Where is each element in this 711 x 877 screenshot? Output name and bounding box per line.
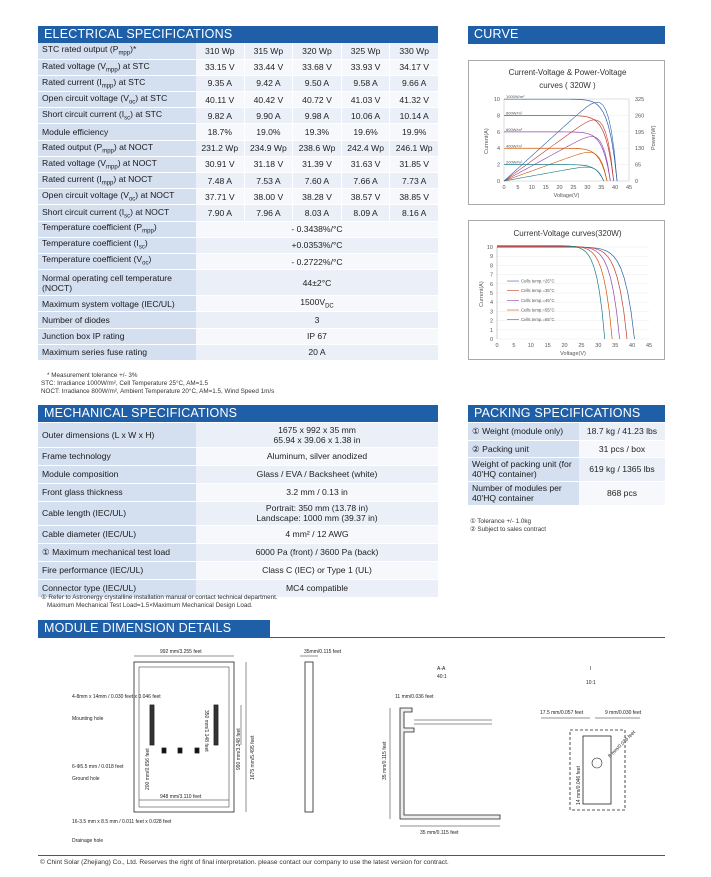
note-stc: STC: Irradiance 1000W/m², Cell Temperature 25°C, AM=1.5	[41, 380, 209, 387]
packing-row	[468, 457, 665, 481]
row-label: Number of modules per 40'HQ container	[468, 481, 579, 505]
row-value: Glass / EVA / Backsheet (white)	[196, 465, 438, 483]
electrical-row	[38, 296, 438, 312]
mechanical-row	[38, 561, 438, 579]
row-value: 34.17 V	[390, 59, 438, 75]
row-value: MC4 compatible	[196, 579, 438, 597]
y-tick: 8	[496, 113, 500, 120]
row-label: ① Maximum mechanical test load	[38, 543, 196, 561]
electrical-row	[38, 205, 438, 221]
dim-length: 1675 mm/5.495 feet	[250, 735, 256, 780]
x-tick: 20	[561, 343, 568, 349]
row-value: 38.57 V	[341, 189, 390, 205]
row-value: 31 pcs / box	[579, 440, 665, 457]
x-tick: 45	[625, 185, 633, 191]
note-refer: ① Refer to Astronergy crystalline installation manual or contact technical department.	[41, 594, 278, 601]
dim-d4: 8 mm/0.026 feet	[607, 729, 637, 760]
electrical-row	[38, 124, 438, 140]
mechanical-row	[38, 543, 438, 561]
y-tick: 10	[493, 97, 500, 103]
y2-tick: 0	[635, 179, 639, 185]
row-value: 234.9 Wp	[244, 140, 293, 156]
dim-ground-caption: Ground hole	[72, 776, 100, 782]
iv-series-line	[497, 246, 620, 339]
curve-header: CURVE	[468, 26, 665, 43]
x-axis-label: Voltage(V)	[553, 193, 580, 199]
note-sales-contract: ② Subject to sales contract	[470, 526, 546, 533]
y-tick: 10	[486, 245, 493, 251]
plot-area	[504, 99, 629, 181]
row-value: 19.0%	[244, 124, 293, 140]
row-value: 41.03 V	[341, 92, 390, 108]
x-tick: 0	[502, 185, 506, 191]
x-tick: 40	[612, 185, 619, 191]
row-value: 315 Wp	[244, 43, 293, 59]
x-tick: 10	[528, 185, 535, 191]
row-value: Portrait: 350 mm (13.78 in) Landscape: 1000 mm (39.37 in)	[196, 501, 438, 525]
row-label: Frame technology	[38, 447, 196, 465]
electrical-row	[38, 221, 438, 237]
y2-tick: 130	[635, 146, 645, 153]
row-value: 8.16 A	[390, 205, 438, 221]
row-value: 40.72 V	[293, 92, 342, 108]
note-noct: NOCT: Irradiance 800W/m², Ambient Temperature 20°C, AM=1.5, Wind Speed 1m/s	[41, 388, 275, 395]
y-tick: 1	[489, 327, 493, 334]
row-value: 18.7 kg / 41.23 lbs	[579, 423, 665, 440]
row-value: 242.4 Wp	[341, 140, 390, 156]
row-label: Front glass thickness	[38, 483, 196, 501]
dim-drain: 16-3.5 mm x 8.5 mm / 0.011 feet x 0.028 feet	[72, 819, 172, 825]
y-axis-label: Current(A)	[484, 128, 490, 154]
series-label: 200W/m²	[506, 159, 523, 165]
electrical-row	[38, 140, 438, 156]
series-label: 600W/m²	[506, 126, 523, 132]
iv-series-line	[504, 132, 610, 181]
packing-row	[468, 440, 665, 457]
y-tick: 4	[489, 300, 493, 307]
mechanical-row	[38, 525, 438, 543]
electrical-row	[38, 270, 438, 296]
dim-drain-caption: Drainage hole	[72, 838, 104, 844]
y-tick: 0	[489, 337, 493, 343]
x-tick: 15	[544, 343, 551, 349]
row-label: Connector type (IEC/UL)	[38, 579, 196, 597]
dim-d2: 9 mm/0.030 feet	[605, 710, 642, 716]
row-label: Weight of packing unit (for 40'HQ container)	[468, 457, 579, 481]
row-value: 31.18 V	[244, 156, 293, 172]
row-label: Cable length (IEC/UL)	[38, 501, 196, 525]
dim-detail-scale: 10:1	[586, 680, 596, 686]
electrical-row	[38, 43, 438, 59]
row-value: 320 Wp	[293, 43, 342, 59]
electrical-row	[38, 92, 438, 108]
y-tick: 2	[489, 318, 493, 325]
electrical-header: ELECTRICAL SPECIFICATIONS	[38, 26, 438, 43]
dim-section-width: 35 mm/0.115 feet	[420, 830, 459, 836]
x-tick: 10	[527, 343, 534, 349]
dim-d3: 14 mm/0.046 feet	[576, 766, 582, 805]
row-value: 33.44 V	[244, 59, 293, 75]
mechanical-header: MECHANICAL SPECIFICATIONS	[38, 405, 438, 422]
electrical-row	[38, 189, 438, 205]
legend-label: Cells temp.=35°C	[521, 288, 555, 294]
x-axis-label: Voltage(V)	[560, 351, 586, 357]
x-tick: 40	[629, 343, 636, 349]
x-tick: 25	[578, 343, 585, 349]
row-label: Cable diameter (IEC/UL)	[38, 525, 196, 543]
mechanical-row	[38, 501, 438, 525]
row-value: 619 kg / 1365 lbs	[579, 457, 665, 481]
row-label: ② Packing unit	[468, 440, 579, 457]
x-tick: 35	[598, 185, 605, 191]
chart2-title: Current-Voltage curves(320W)	[513, 229, 622, 238]
row-label: Maximum system voltage (IEC/UL)	[38, 296, 196, 312]
row-value: 38.28 V	[293, 189, 342, 205]
row-value: 9.90 A	[244, 108, 293, 124]
series-label: 400W/m²	[506, 143, 523, 149]
dimension-drawing	[0, 640, 711, 865]
dim-ground: 6-Φ5.5 mm / 0.018 feet	[72, 764, 124, 770]
x-tick: 30	[584, 185, 591, 191]
electrical-table	[38, 43, 438, 361]
row-value: +0.0353%/°C	[196, 237, 438, 253]
row-value: 6000 Pa (front) / 3600 Pa (back)	[196, 543, 438, 561]
row-value: 41.32 V	[390, 92, 438, 108]
electrical-row	[38, 75, 438, 91]
row-value: 9.50 A	[293, 75, 342, 91]
row-label: Open circuit voltage $(V_{oc})$ at NOCT	[38, 189, 196, 205]
y-tick: 4	[496, 146, 500, 153]
row-value: 3	[196, 312, 438, 328]
row-value: 8.03 A	[293, 205, 342, 221]
row-label: Maximum series fuse rating	[38, 344, 196, 360]
mechanical-notes	[41, 594, 278, 610]
note-tolerance: * Measurement tolerance +/- 3%	[47, 372, 138, 379]
y-tick: 6	[489, 281, 493, 288]
electrical-row	[38, 237, 438, 253]
y-tick: 7	[489, 272, 493, 279]
row-value: 325 Wp	[341, 43, 390, 59]
packing-header: PACKING SPECIFICATIONS	[468, 405, 665, 422]
dim-mount-span: 990 mm/3.248 feet	[236, 728, 242, 770]
electrical-row	[38, 156, 438, 172]
row-value: 31.85 V	[390, 156, 438, 172]
row-value: 10.14 A	[390, 108, 438, 124]
row-value: 868 pcs	[579, 481, 665, 505]
row-value: 33.93 V	[341, 59, 390, 75]
x-tick: 35	[612, 343, 619, 349]
dim-thickness: 35mm/0.115 feet	[304, 649, 342, 655]
row-label: Rated output $(P_{mpp})$ at NOCT	[38, 140, 196, 156]
y2-tick: 195	[635, 129, 645, 136]
legend-label: Cells temp.=55°C	[521, 307, 555, 313]
chart1-plot	[469, 61, 666, 206]
row-value: - 0.2722%/°C	[196, 253, 438, 269]
dim-section-scale: 40:1	[437, 674, 447, 680]
row-value: $1500V_{DC}$	[196, 296, 438, 312]
packing-table	[468, 423, 665, 506]
y-tick: 9	[489, 254, 493, 261]
y-tick: 8	[489, 263, 493, 270]
side-view	[300, 656, 318, 812]
row-value: 9.66 A	[390, 75, 438, 91]
row-value: 9.98 A	[293, 108, 342, 124]
row-value: 20 A	[196, 344, 438, 360]
y2-tick: 260	[635, 113, 645, 120]
row-label: Open circuit voltage $(V_{oc})$ at STC	[38, 92, 196, 108]
row-label: Short circuit current $(I_{sc})$ at NOCT	[38, 205, 196, 221]
footer: © Chint Solar (Zhejiang) Co., Ltd. Reserves the right of final interpretation. please contact our company to use the latest version for contract.	[40, 859, 449, 866]
row-label: ① Weight (module only)	[468, 423, 579, 440]
mechanical-table	[38, 423, 438, 598]
row-label: Number of diodes	[38, 312, 196, 328]
section-aa	[390, 708, 500, 826]
y2-tick: 325	[635, 97, 645, 103]
mechanical-row	[38, 465, 438, 483]
row-value: 9.35 A	[196, 75, 244, 91]
y-axis-label: Current(A)	[479, 281, 485, 307]
row-value: 7.90 A	[196, 205, 244, 221]
row-value: 33.15 V	[196, 59, 244, 75]
dim-detail: I	[590, 666, 592, 672]
note-test-load: Maximum Mechanical Test Load=1.5×Maximum Mechanical Design Load.	[47, 602, 253, 609]
row-value: 231.2 Wp	[196, 140, 244, 156]
row-value: 4 mm² / 12 AWG	[196, 525, 438, 543]
x-tick: 30	[595, 343, 602, 349]
row-value: 7.48 A	[196, 173, 244, 189]
electrical-row	[38, 312, 438, 328]
y-tick: 0	[496, 179, 500, 185]
series-label: 1000W/m²	[506, 94, 525, 100]
dim-width: 992 mm/3.255 feet	[160, 649, 202, 655]
row-value: 7.73 A	[390, 173, 438, 189]
iv-temp-chart	[468, 220, 665, 360]
x-tick: 25	[570, 185, 577, 191]
row-value: 37.71 V	[196, 189, 244, 205]
row-value: 38.00 V	[244, 189, 293, 205]
row-value: 10.06 A	[341, 108, 390, 124]
row-value: 238.6 Wp	[293, 140, 342, 156]
packing-row	[468, 423, 665, 440]
mechanical-row	[38, 447, 438, 465]
x-tick: 5	[512, 343, 516, 349]
detail-view	[541, 718, 640, 810]
row-value: IP 67	[196, 328, 438, 344]
x-tick: 15	[542, 185, 549, 191]
row-value: 40.42 V	[244, 92, 293, 108]
electrical-row	[38, 344, 438, 360]
row-value: 31.39 V	[293, 156, 342, 172]
row-value: 9.58 A	[341, 75, 390, 91]
iv-pv-chart	[468, 60, 665, 205]
dim-d1: 17.5 mm/0.057 feet	[540, 710, 584, 716]
dim-section-height: 35 mm/0.115 feet	[382, 741, 388, 780]
legend-label: Cells temp.=45°C	[521, 297, 555, 303]
x-tick: 5	[516, 185, 520, 191]
row-value: 18.7%	[196, 124, 244, 140]
row-value: 7.96 A	[244, 205, 293, 221]
dim-bottom-gap: 200 mm/0.656 feet	[145, 748, 151, 790]
row-label: Module composition	[38, 465, 196, 483]
row-value: 7.60 A	[293, 173, 342, 189]
row-label: Junction box IP rating	[38, 328, 196, 344]
row-value: 1675 x 992 x 35 mm 65.94 x 39.06 x 1.38 in	[196, 423, 438, 447]
row-value: 7.66 A	[341, 173, 390, 189]
dim-inner-width: 948 mm/3.110 feet	[160, 794, 202, 800]
chart2-plot	[469, 221, 666, 361]
x-tick: 20	[556, 185, 563, 191]
mechanical-row	[38, 423, 438, 447]
series-label: 800W/m²	[506, 110, 523, 116]
row-value: 7.53 A	[244, 173, 293, 189]
row-value: 330 Wp	[390, 43, 438, 59]
row-value: 38.85 V	[390, 189, 438, 205]
x-tick: 0	[495, 343, 499, 349]
packing-row	[468, 481, 665, 505]
electrical-row	[38, 59, 438, 75]
electrical-row	[38, 253, 438, 269]
dimension-header: MODULE DIMENSION DETAILS	[38, 620, 270, 637]
y-tick: 3	[489, 309, 493, 316]
row-value: 9.82 A	[196, 108, 244, 124]
electrical-row	[38, 173, 438, 189]
electrical-row	[38, 108, 438, 124]
dim-mount-caption: Mounting hole	[72, 716, 104, 722]
y2-axis-label: Power(W)	[651, 125, 657, 150]
row-label: Rated current $(I_{mpp})$ at NOCT	[38, 173, 196, 189]
row-label: Normal operating cell temperature (NOCT)	[38, 270, 196, 296]
y-tick: 6	[496, 129, 500, 136]
packing-notes	[470, 518, 546, 534]
row-label: Short circuit current $(I_{sc})$ at STC	[38, 108, 196, 124]
row-value: 3.2 mm / 0.13 in	[196, 483, 438, 501]
row-value: 33.68 V	[293, 59, 342, 75]
row-value: 9.42 A	[244, 75, 293, 91]
row-value: 30.91 V	[196, 156, 244, 172]
row-value: 19.3%	[293, 124, 342, 140]
row-label: Temperature coefficient $(P_{mpp})$	[38, 221, 196, 237]
row-label: STC rated output $(P_{mpp})*$	[38, 43, 196, 59]
row-label: Outer dimensions (L x W x H)	[38, 423, 196, 447]
row-value: - 0.3438%/°C	[196, 221, 438, 237]
note-weight-tolerance: ① Tolerance +/- 1.0kg	[470, 518, 532, 525]
row-value: 310 Wp	[196, 43, 244, 59]
chart1-title: Current-Voltage & Power-Voltage	[508, 68, 627, 77]
dim-cable: 350 mm/1.148 feet	[203, 710, 209, 752]
row-label: Rated current $(I_{mpp})$ at STC	[38, 75, 196, 91]
row-value: 44±2°C	[196, 270, 438, 296]
x-tick: 45	[645, 343, 653, 349]
row-value: 246.1 Wp	[390, 140, 438, 156]
row-label: Temperature coefficient $(I_{sc})$	[38, 237, 196, 253]
y2-tick: 65	[635, 162, 642, 169]
mechanical-row	[38, 483, 438, 501]
row-label: Rated voltage $(V_{mpp})$ at NOCT	[38, 156, 196, 172]
y-tick: 2	[496, 162, 500, 169]
electrical-notes	[41, 372, 274, 396]
row-value: 19.9%	[390, 124, 438, 140]
legend-label: Cells temp.=25°C	[521, 278, 555, 284]
row-value: 40.11 V	[196, 92, 244, 108]
row-value: Class C (IEC) or Type 1 (UL)	[196, 561, 438, 579]
y-tick: 5	[489, 291, 493, 297]
row-label: Temperature coefficient $(V_{oc})$	[38, 253, 196, 269]
electrical-row	[38, 328, 438, 344]
row-value: 31.63 V	[341, 156, 390, 172]
dim-section-title: A-A	[437, 666, 446, 672]
dim-mount: 4-8mm x 14mm / 0.030 feet x 0.046 feet	[72, 694, 161, 700]
row-value: 19.6%	[341, 124, 390, 140]
row-label: Module efficiency	[38, 124, 196, 140]
row-value: Aluminum, silver anodized	[196, 447, 438, 465]
row-label: Rated voltage $(V_{mpp})$ at STC	[38, 59, 196, 75]
chart1-subtitle: curves ( 320W )	[539, 81, 596, 90]
row-value: 8.09 A	[341, 205, 390, 221]
legend-label: Cells temp.=65°C	[521, 317, 555, 323]
row-label: Fire performance (IEC/UL)	[38, 561, 196, 579]
dim-lip: 11 mm/0.036 feet	[395, 694, 434, 700]
pv-series-line	[504, 167, 604, 181]
